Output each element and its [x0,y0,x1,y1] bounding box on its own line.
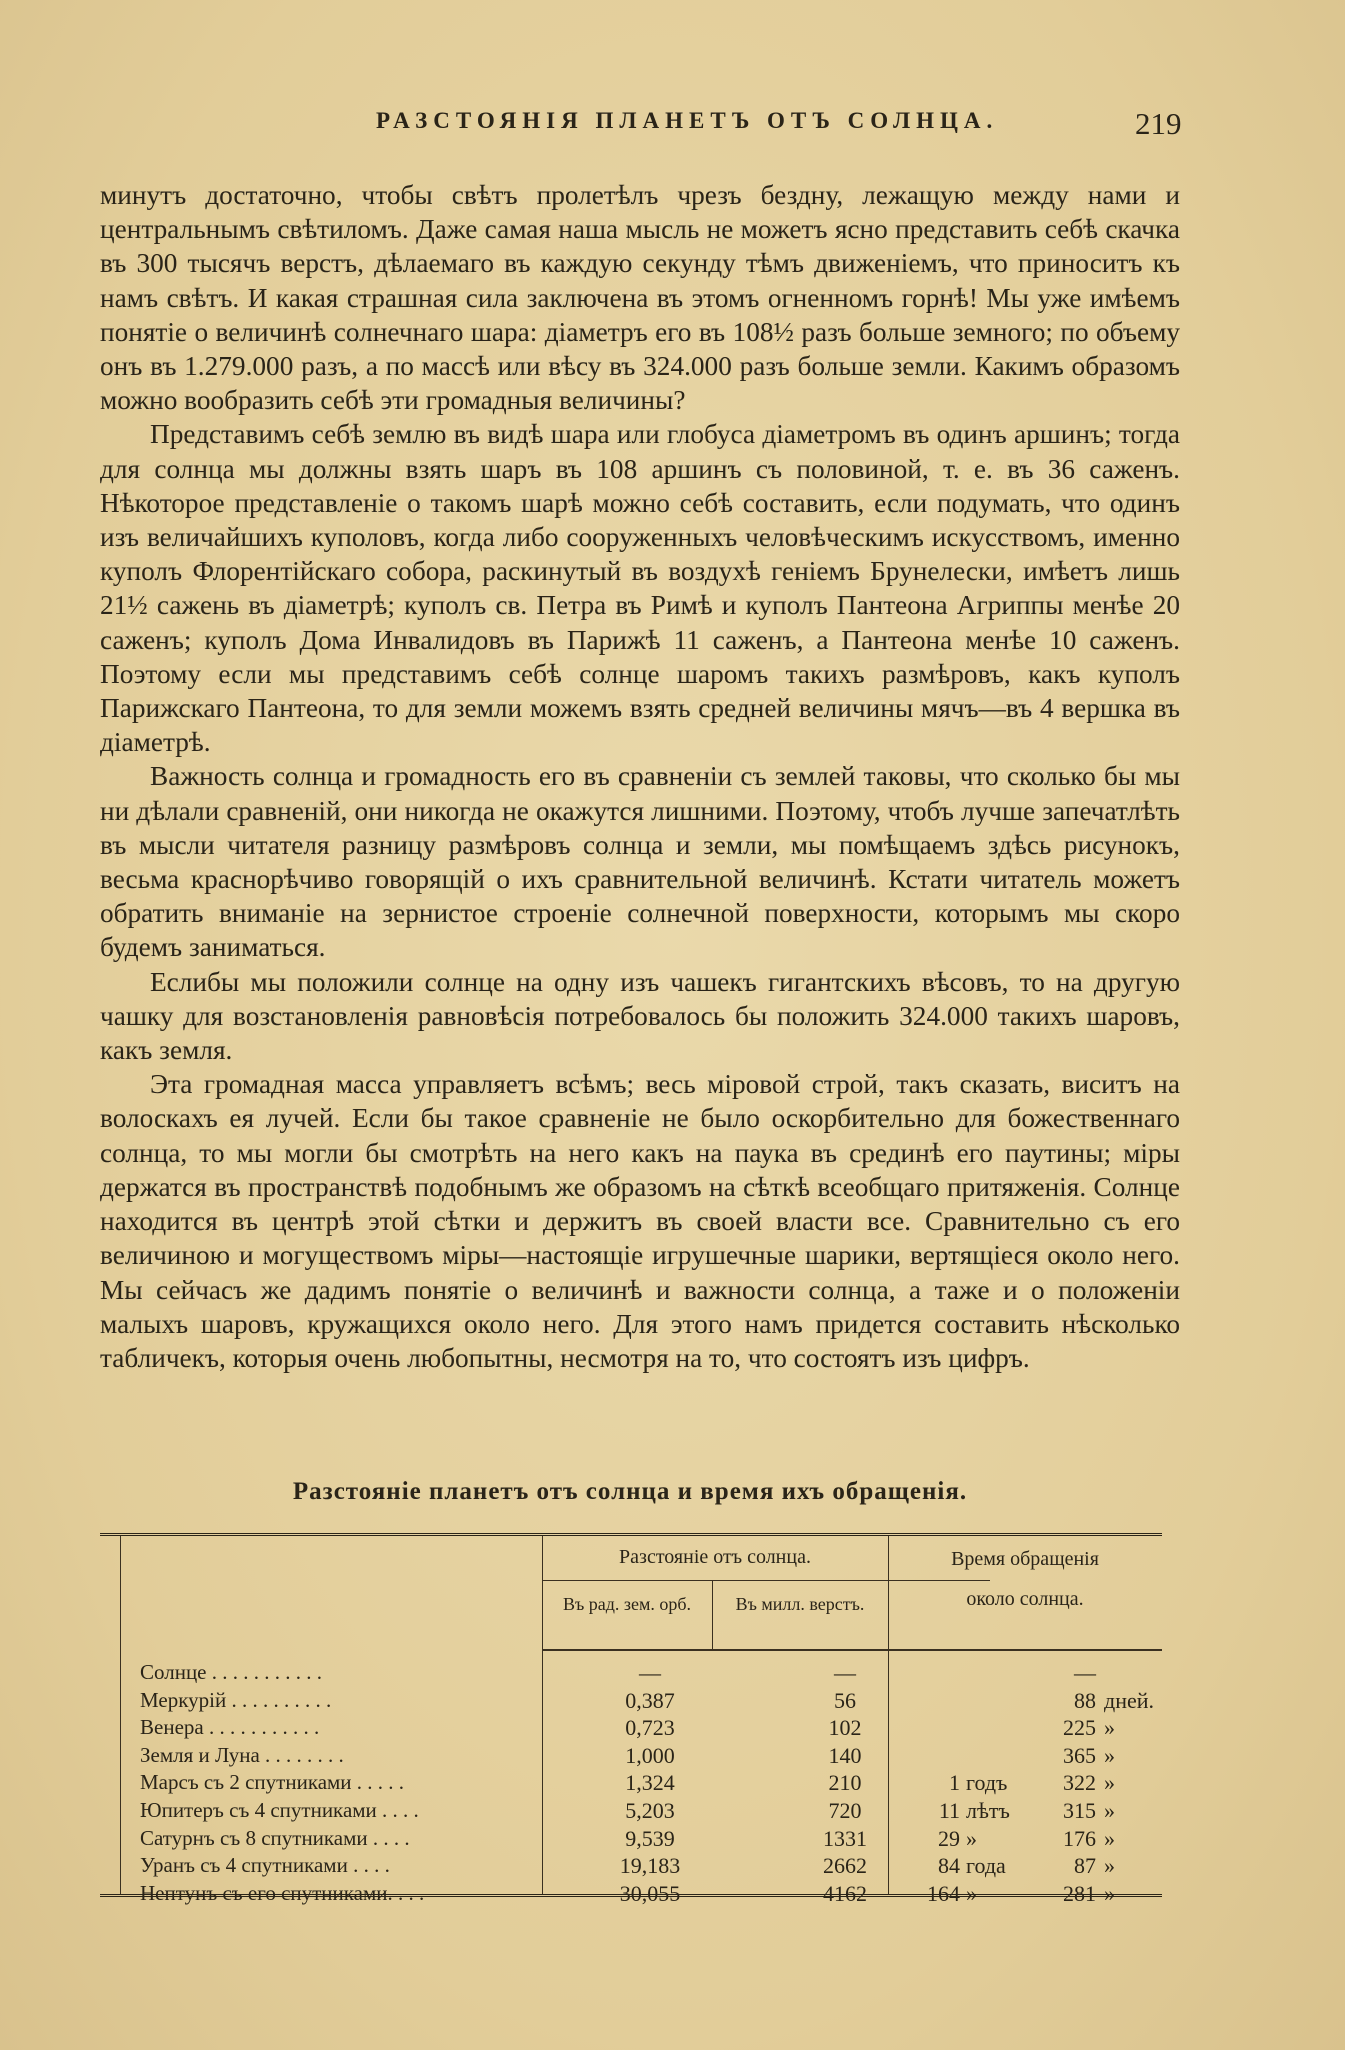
period-years-unit: года [966,1853,1006,1879]
period-days-unit: » [1104,1715,1115,1741]
column-header-period: Время обращенія [951,1548,1099,1570]
period-days-unit: » [1104,1825,1115,1851]
distance-versts: 2662 [823,1853,867,1879]
distance-versts: 140 [828,1742,862,1768]
distance-versts: 210 [828,1770,862,1796]
period-years-unit: лѣтъ [966,1798,1010,1823]
planet-distance-table [100,1533,1162,1906]
column-rule [120,1536,121,1894]
distance-radius: 19,183 [619,1853,681,1879]
period-days-unit: » [1104,1742,1115,1768]
distance-radius: 0,387 [625,1687,675,1713]
distance-radius: 30,055 [619,1880,681,1906]
distance-radius: 5,203 [625,1798,675,1823]
table-title: Разстояніе планетъ отъ солнца и время ихъ обращенія. [292,1478,968,1505]
period-days: 365 [1063,1742,1096,1768]
distance-versts: — [834,1660,856,1685]
distance-versts: 1331 [823,1825,867,1851]
page-number: 219 [1135,106,1182,141]
column-rule [542,1536,543,1894]
period-years: 164 [927,1880,960,1906]
distance-radius: 1,324 [625,1770,675,1796]
period-days: 315 [1063,1798,1096,1823]
period-years: 11 [938,1798,960,1823]
planet-name: Сатурнъ съ 8 спутниками . . . . [140,1825,410,1850]
distance-versts: 102 [828,1715,862,1741]
paragraph: Важность солнца и громадность его въ сравненіи съ землей таковы, что сколько бы мы ни дѣлали сравненій, они никогда не окажутся лишними. Поэтому, чтобъ лучше запечатлѣть въ мысли читателя разницу размѣровъ солнца и земли, мы помѣщаемъ здѣсь рисунокъ, весьма краснорѣчиво говорящій о ихъ сравнительной величинѣ. Кстати читатель можетъ обратить вниманіе на зернистое строеніе солнечной поверхности, которымъ мы скоро будемъ заниматься. [100,761,1180,963]
period-years-unit: годъ [966,1770,1008,1796]
planet-name: Марсъ съ 2 спутниками . . . . . [140,1770,405,1795]
period-days: 281 [1063,1880,1096,1906]
period-days: 88 [1074,1687,1096,1713]
distance-versts: 4162 [823,1880,867,1906]
distance-versts: 720 [828,1798,862,1823]
column-header-versts: Въ милл. верстъ. [735,1594,865,1614]
period-days-unit: » [1104,1798,1115,1823]
paragraph: Еслибы мы положили солнце на одну изъ чашекъ гигантскихъ вѣсовъ, то на другую чашку для возстановленія равновѣсія потребовалось бы положить 324.000 такихъ шаровъ, какъ земля. [100,966,1180,1066]
distance-radius: 0,723 [625,1715,675,1741]
planet-name: Солнце . . . . . . . . . . . [140,1660,323,1684]
planet-name: Нептунъ съ его спутниками. . . . [140,1880,425,1905]
period-years: 84 [938,1853,960,1879]
planet-name: Меркурій . . . . . . . . . . [140,1687,332,1712]
paragraph: Представимъ себѣ землю въ видѣ шара или глобуса діаметромъ въ одинъ аршинъ; тогда для солнца мы должны взять шаръ въ 108 аршинъ съ половиной, т. е. въ 36 саженъ. Нѣкоторое представленіе о такомъ шарѣ можно себѣ составить, если подумать, что одинъ изъ величайшихъ куполовъ, когда либо сооруженныхъ человѣческимъ искусствомъ, именно куполъ Флорентійскаго собора, раскинутый въ воздухѣ геніемъ Брунелески, имѣетъ лишь 21½ сажень въ діаметрѣ; куполъ св. Петра въ Римѣ и куполъ Пантеона Агриппы менѣе 20 саженъ; куполъ Дома Инвалидовъ въ Парижѣ 11 саженъ, а Пантеона менѣе 10 саженъ. Поэтому если мы представимъ себѣ солнце шаромъ такихъ размѣровъ, какъ куполъ Парижскаго Пантеона, то для земли можемъ взять средней величины мячъ—въ 4 вершка въ діаметрѣ. [100,419,1180,758]
paragraph: минутъ достаточно, чтобы свѣтъ пролетѣлъ чрезъ бездну, лежащую между нами и центральнымъ свѣтиломъ. Даже самая наша мысль не можетъ ясно представить себѣ скачка въ 300 тысячъ верстъ, дѣлаемаго въ каждую секунду тѣмъ движеніемъ, что приноситъ къ намъ свѣтъ. И какая страшная сила заключена въ этомъ огненномъ горнѣ! Мы уже имѣемъ понятіе о величинѣ солнечнаго шара: діаметръ его въ 108½ разъ больше земного; по объему онъ въ 1.279.000 разъ, а по массѣ или вѣсу въ 324.000 разъ больше земли. Какимъ образомъ можно вообразить себѣ эти громадныя величины? [100,180,1180,416]
distance-radius: 1,000 [625,1742,675,1768]
planet-name: Земля и Луна . . . . . . . . [140,1742,344,1767]
distance-radius: 9,539 [625,1825,675,1851]
body-text [100,178,1180,1375]
header-rule [542,1649,1162,1651]
planet-name: Венера . . . . . . . . . . . [140,1715,320,1740]
planet-name: Юпитеръ съ 4 спутниками . . . . [140,1798,419,1822]
column-header-radius: Въ рад. зем. орб. [562,1594,692,1614]
period-days-unit: » [1104,1770,1115,1796]
planet-name: Уранъ съ 4 спутниками . . . . [140,1853,390,1878]
period-days: 322 [1063,1770,1096,1796]
period-days: — [1074,1660,1096,1685]
period-days-unit: » [1104,1853,1115,1879]
distance-versts: 56 [834,1687,856,1713]
period-days: 225 [1063,1715,1096,1741]
distance-radius: — [639,1660,661,1685]
period-days-unit: » [1104,1880,1115,1906]
distance-group-header: Разстояніе отъ солнца. [619,1546,811,1568]
running-title: РАЗСТОЯНІЯ ПЛАНЕТЪ ОТЪ СОЛНЦА. [376,108,999,133]
period-years: 1 [949,1770,960,1796]
subheader-rule [542,1580,990,1581]
paragraph: Эта громадная масса управляетъ всѣмъ; весь міровой строй, такъ сказать, виситъ на волоскахъ ея лучей. Если бы такое сравненіе не было оскорбительно для божественнаго солнца, то мы могли бы смотрѣть на него какъ на паука въ срединѣ его паутины; міры держатся въ пространствѣ подобнымъ же образомъ на сѣткѣ всеобщаго притяженія. Солнце находится въ центрѣ этой сѣтки и держитъ въ своей власти все. Сравнительно съ его величиною и могуществомъ міры—настоящіе игрушечные шарики, вертящіеся около него. Мы сейчасъ же дадимъ понятіе о величинѣ и важности солнца, а таже и о положеніи малыхъ шаровъ, кружащихся около него. Для этого намъ придется составить нѣсколько табличекъ, которыя очень любопытны, несмотря на то, что состоятъ изъ цифръ. [100,1069,1180,1373]
period-years-unit: » [966,1825,977,1851]
column-header-period-sub: около солнца. [966,1588,1084,1610]
period-days-unit: дней. [1104,1687,1155,1713]
period-days: 87 [1074,1853,1096,1879]
period-years-unit: » [966,1880,977,1906]
period-days: 176 [1063,1825,1096,1851]
period-years: 29 [938,1825,960,1851]
